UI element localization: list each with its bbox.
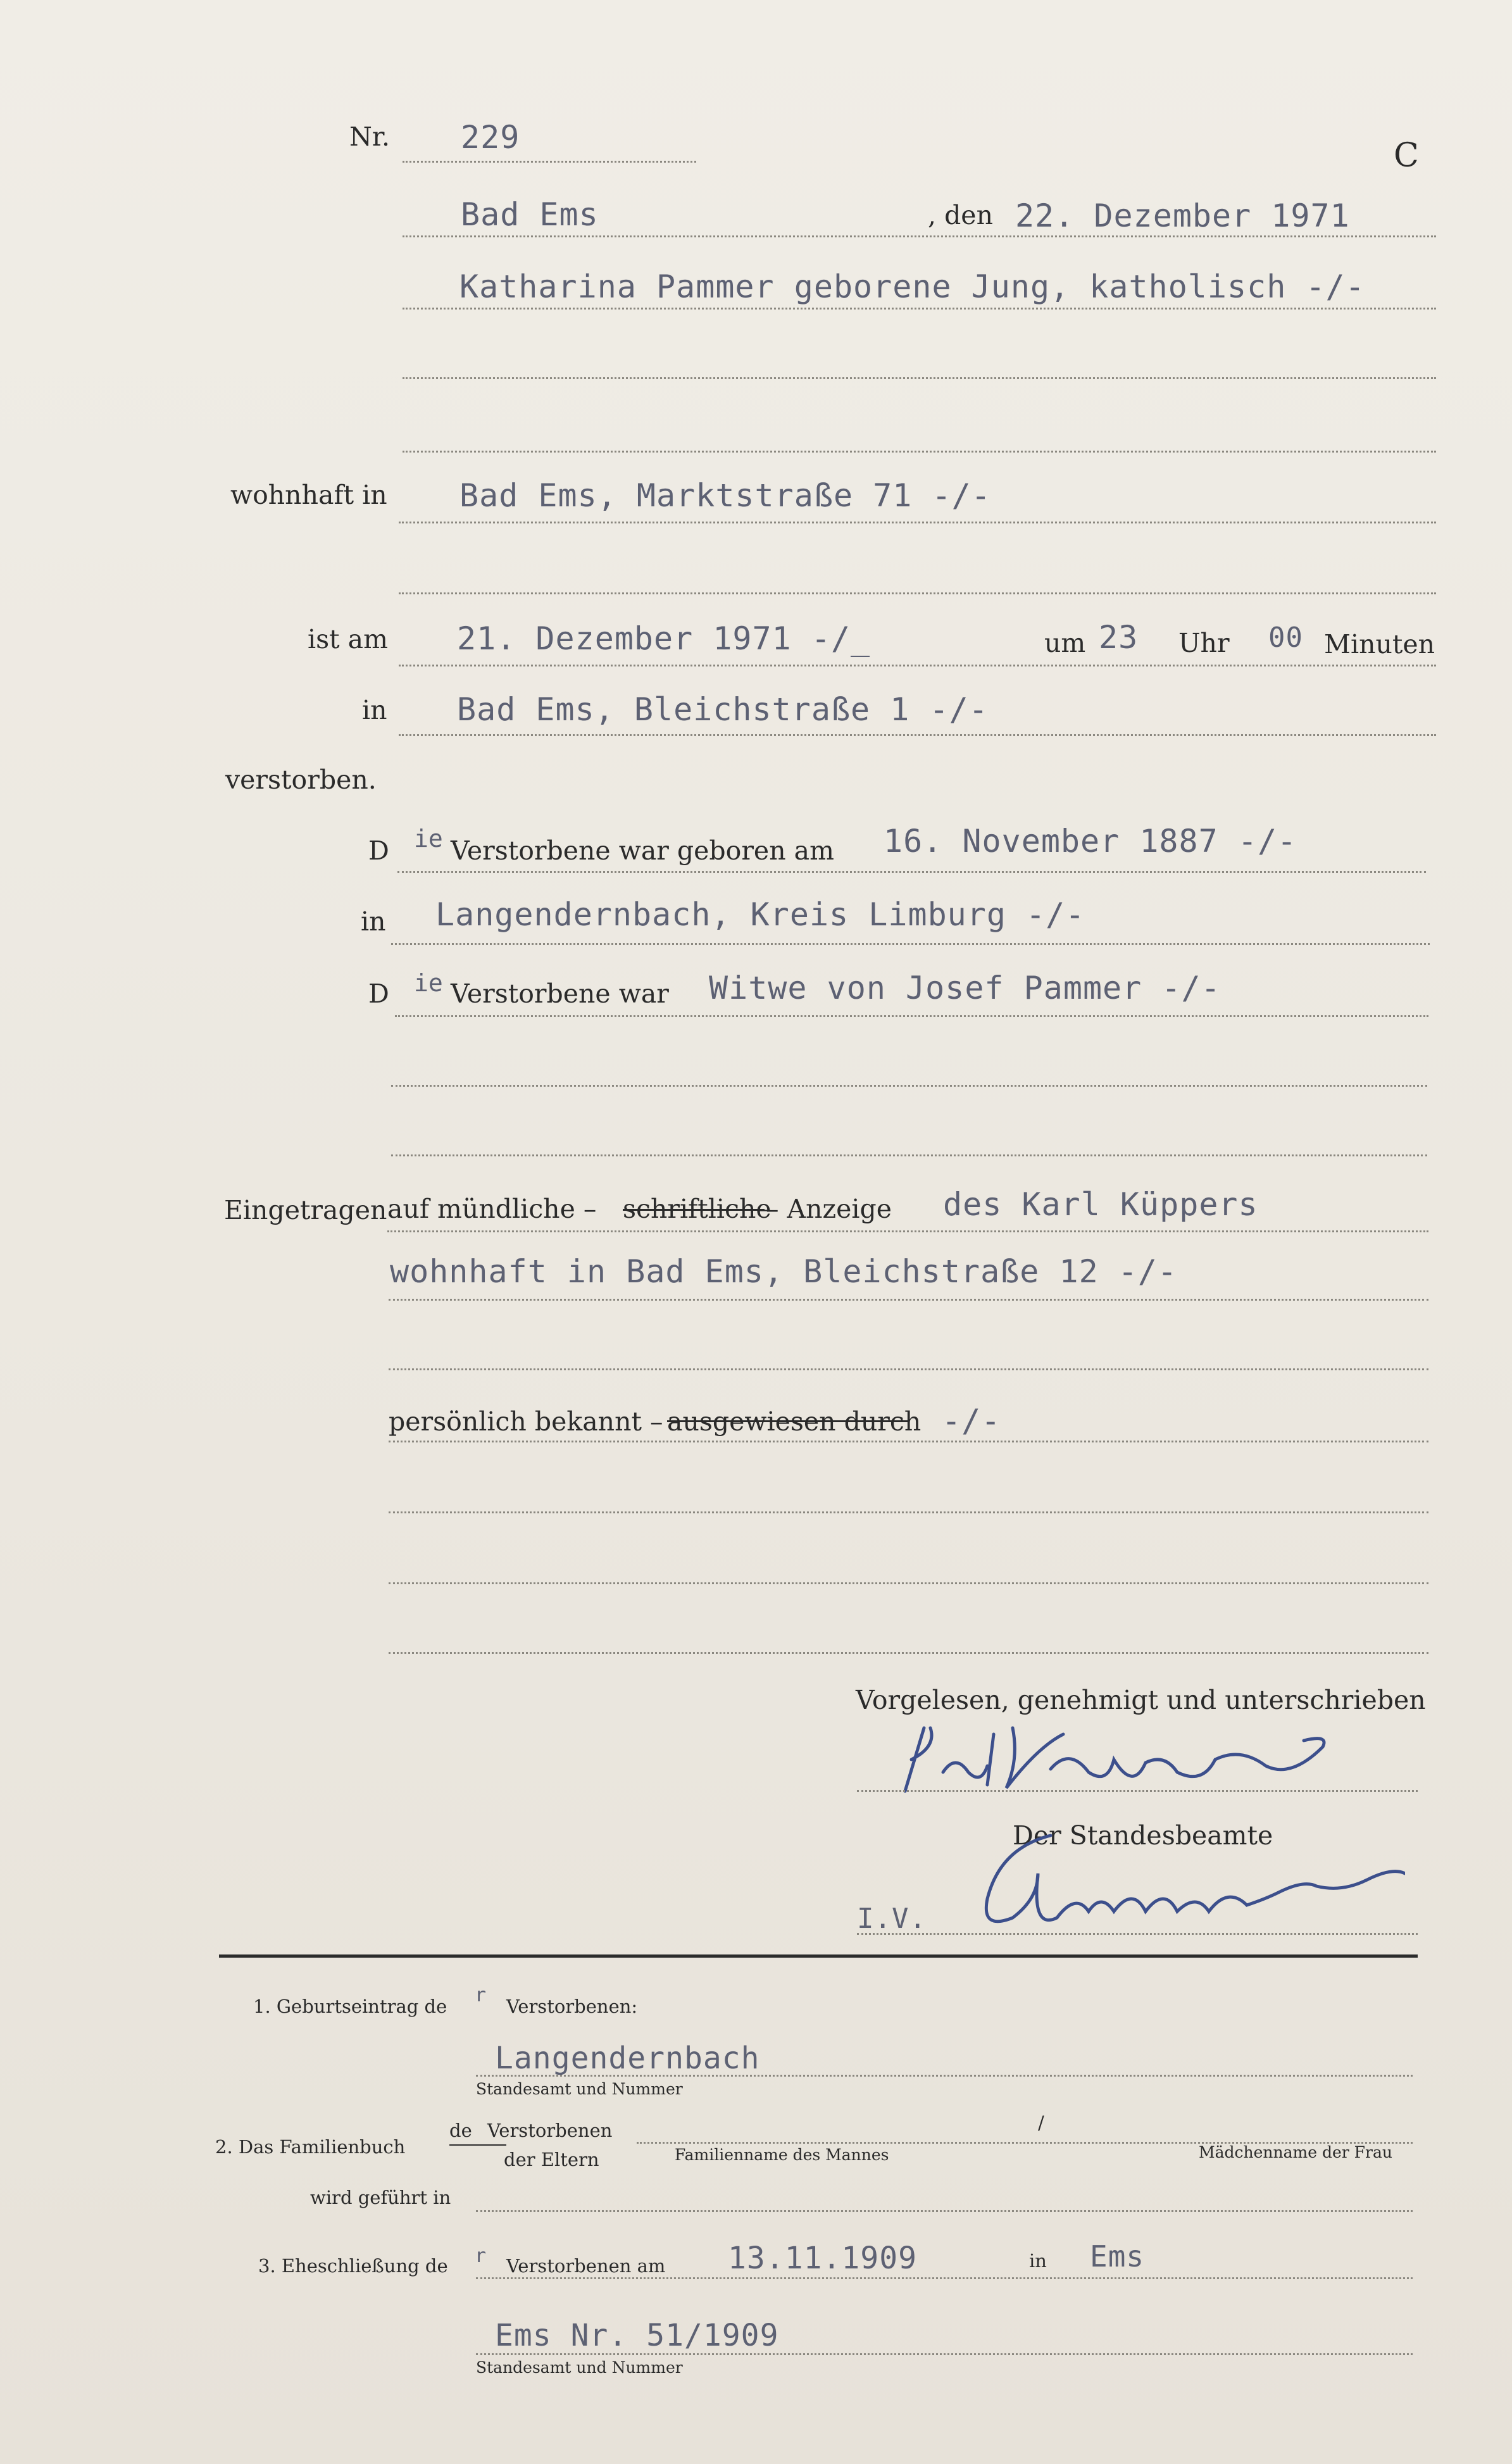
- status-line: [395, 1015, 1428, 1017]
- vorgelesen-label: Vorgelesen, genehmigt und unterschrieben: [856, 1685, 1426, 1715]
- status-value: Witwe von Josef Pammer -/-: [709, 970, 1221, 1006]
- item3-reg-line: [476, 2353, 1413, 2355]
- um-label: um: [1044, 628, 1086, 658]
- struck-phrase: ausgewiesen durch: [667, 1406, 922, 1437]
- in-label-2: in: [361, 906, 386, 937]
- struck-word: schriftliche: [623, 1194, 772, 1224]
- familienname-mannes: Familienname des Mannes: [675, 2146, 889, 2164]
- item2-bracket-line: [449, 2144, 506, 2146]
- minuten-label: Minuten: [1324, 629, 1435, 660]
- item2-slash: /: [1038, 2112, 1044, 2134]
- item2-de: de: [449, 2120, 472, 2141]
- blank-line-3: [389, 1652, 1428, 1654]
- verstorben-label: verstorben.: [225, 765, 377, 795]
- uhr-label: Uhr: [1178, 628, 1230, 658]
- birth-place: Langendernbach, Kreis Limburg -/-: [435, 896, 1085, 933]
- blank-line-1: [389, 1511, 1428, 1513]
- item2-verstorbenen: Verstorbenen: [487, 2120, 613, 2141]
- death-place: Bad Ems, Bleichstraße 1 -/-: [457, 691, 989, 728]
- item3-in: in: [1029, 2250, 1047, 2272]
- item1-value: Langendernbach: [495, 2041, 760, 2076]
- item1-suffix: r: [475, 1984, 487, 2006]
- wohnhaft-value: Bad Ems, Marktstraße 71 -/-: [459, 477, 991, 514]
- eingetragen-label: Eingetragen: [224, 1195, 387, 1225]
- bekannt-line: [389, 1441, 1428, 1442]
- maedchenname-frau: Mädchenname der Frau: [1199, 2143, 1392, 2161]
- item1-line: [476, 2075, 1413, 2077]
- wird-gefuehrt-label: wird geführt in: [310, 2187, 451, 2208]
- wohnhaft-line-2: [399, 592, 1436, 594]
- divider-rule: [219, 1954, 1418, 1958]
- ie-typed-2: ie: [414, 969, 443, 997]
- deceased-name: Katharina Pammer geborene Jung, katholisch -/-: [459, 268, 1365, 305]
- iv-label: I.V.: [857, 1903, 927, 1935]
- informant-line: [387, 1230, 1428, 1232]
- ist-am-line: [399, 665, 1436, 666]
- nr-value: 229: [461, 119, 520, 156]
- name-line: [403, 308, 1436, 310]
- date-value: 22. Dezember 1971: [1015, 197, 1350, 234]
- status-line-2: [391, 1085, 1427, 1087]
- death-place-line: [399, 734, 1436, 736]
- item3-suffix: r: [475, 2245, 487, 2267]
- item3-tail: Verstorbenen am: [506, 2255, 666, 2277]
- signature-line-2: [857, 1933, 1418, 1935]
- marriage-place: Ems: [1090, 2239, 1145, 2273]
- informant-address-line: [389, 1299, 1428, 1301]
- marriage-registration: Ems Nr. 51/1909: [495, 2318, 779, 2353]
- birth-date: 16. November 1887 -/-: [884, 823, 1297, 860]
- nr-label: Nr.: [349, 122, 390, 152]
- informant-line-3: [389, 1368, 1428, 1370]
- death-minutes: 00: [1268, 622, 1303, 654]
- place-date-line: [403, 235, 1436, 237]
- item3-caption: Standesamt und Nummer: [476, 2358, 683, 2377]
- birth-date-line: [397, 871, 1426, 873]
- auf-label: auf mündliche –: [387, 1194, 597, 1224]
- registrar-signature: [962, 1820, 1405, 1943]
- place-value: Bad Ems: [461, 196, 599, 233]
- birth-place-line: [391, 943, 1430, 945]
- death-hour: 23: [1099, 619, 1139, 656]
- ist-am-label: ist am: [308, 624, 388, 654]
- wird-gefuehrt-line: [476, 2210, 1413, 2212]
- strike-line-1: [623, 1209, 765, 1211]
- d-label-2: D: [368, 979, 389, 1009]
- item1-label: 1. Geburtseintrag de: [253, 1996, 447, 2017]
- bekannt-typed: -/-: [942, 1403, 1001, 1439]
- ie-typed-1: ie: [414, 825, 443, 853]
- item3-line: [476, 2277, 1413, 2279]
- blank-line-2: [389, 1582, 1428, 1584]
- item1-tail: Verstorbenen:: [506, 1996, 638, 2017]
- item2-label: 2. Das Familienbuch: [215, 2136, 406, 2158]
- informant-address: wohnhaft in Bad Ems, Bleichstraße 12 -/-: [390, 1253, 1178, 1290]
- informant-name: des Karl Küppers: [943, 1186, 1258, 1223]
- strike-line-2: [667, 1420, 908, 1422]
- marriage-date: 13.11.1909: [728, 2241, 917, 2276]
- anzeige-label: – Anzeige: [766, 1194, 892, 1224]
- item1-caption: Standesamt und Nummer: [476, 2080, 683, 2098]
- name-line-2: [403, 377, 1436, 379]
- den-label: , den: [928, 200, 993, 230]
- nr-line: [403, 161, 696, 163]
- d-label-1: D: [368, 835, 389, 866]
- name-line-3: [403, 451, 1436, 453]
- signature-line-1: [857, 1790, 1418, 1792]
- item2-eltern: der Eltern: [504, 2149, 599, 2170]
- standesbeamte-label: Der Standesbeamte: [1013, 1820, 1273, 1851]
- status-line-3: [391, 1154, 1427, 1156]
- death-date: 21. Dezember 1971 -/_: [457, 620, 871, 657]
- in-label: in: [362, 695, 387, 725]
- geboren-label: Verstorbene war geboren am: [451, 835, 834, 866]
- bekannt-label: persönlich bekannt –: [389, 1406, 663, 1437]
- item3-label: 3. Eheschließung de: [258, 2255, 448, 2277]
- war-label: Verstorbene war: [451, 979, 669, 1009]
- wohnhaft-line: [399, 522, 1436, 523]
- wohnhaft-label: wohnhaft in: [230, 480, 387, 510]
- corner-letter: C: [1394, 137, 1419, 175]
